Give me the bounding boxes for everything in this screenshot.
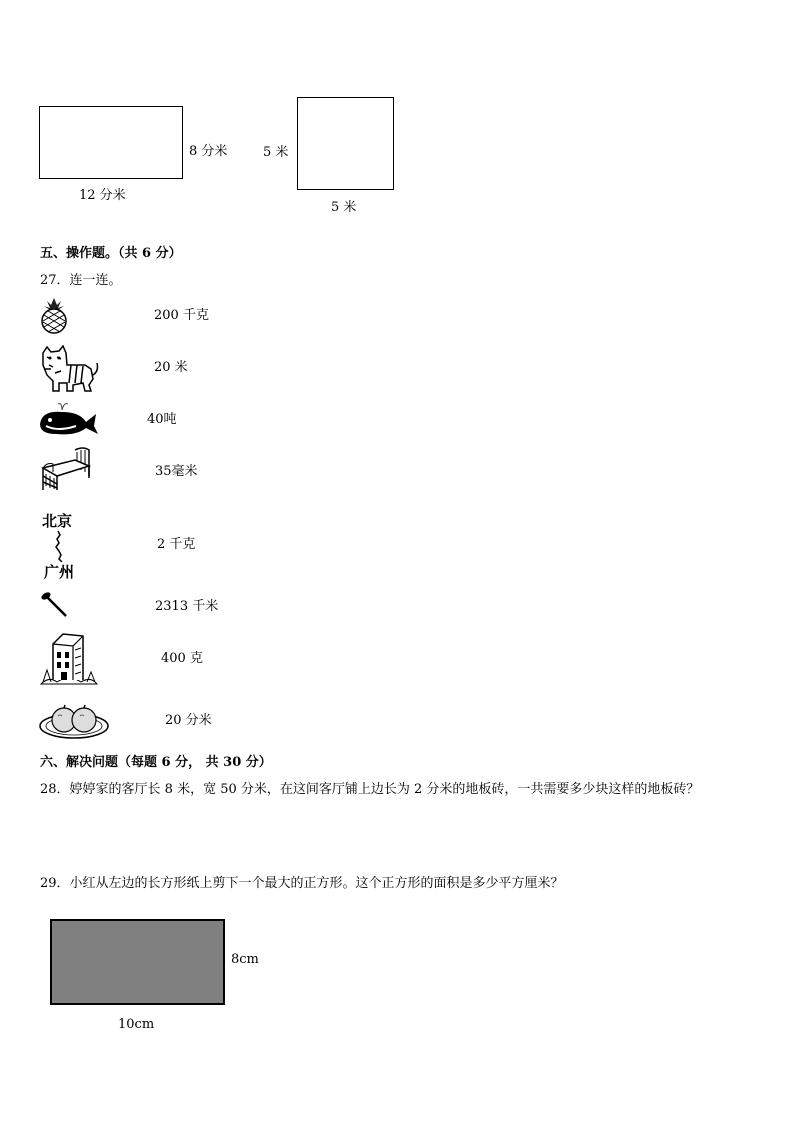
building-icon xyxy=(39,630,99,686)
q27-item-5-value: 2 千克 xyxy=(157,537,196,552)
q27-title: 27．连一连。 xyxy=(40,273,122,288)
rectangle-figure xyxy=(39,106,183,179)
q27-item-3-value: 40吨 xyxy=(147,412,177,427)
square-left-label: 5 米 xyxy=(263,145,289,160)
tiger-icon xyxy=(39,345,101,393)
section6-heading: 六、解决问题（每题 6 分， 共 30 分） xyxy=(40,755,272,770)
q27-item-2-value: 20 米 xyxy=(154,360,188,375)
map-label-guangzhou: 广州 xyxy=(44,563,75,581)
bed-icon xyxy=(39,446,91,492)
q29-rectangle-figure xyxy=(50,919,225,1005)
q27-item-1-value: 200 千克 xyxy=(154,308,209,323)
rect-height-label: 8 分米 xyxy=(189,144,228,159)
whale-icon xyxy=(36,400,100,438)
section5-heading: 五、操作题。（共 6 分） xyxy=(40,246,182,261)
map-label-beijing: 北京 xyxy=(42,512,73,530)
q29-text: 29．小红从左边的长方形纸上剪下一个最大的正方形。这个正方形的面积是多少平方厘米？ xyxy=(40,876,564,891)
q27-item-7-value: 400 克 xyxy=(161,651,203,666)
rect-width-label: 12 分米 xyxy=(79,188,126,203)
orange-plate-icon xyxy=(38,700,110,740)
q27-item-8-value: 20 分米 xyxy=(165,713,212,728)
q29-height-label: 8cm xyxy=(231,952,259,967)
nail-icon xyxy=(40,590,70,620)
square-bottom-label: 5 米 xyxy=(331,200,357,215)
square-figure xyxy=(297,97,394,190)
pineapple-icon xyxy=(38,296,70,334)
q27-item-4-value: 35毫米 xyxy=(155,464,198,479)
q27-item-6-value: 2313 千米 xyxy=(155,599,219,614)
q29-width-label: 10cm xyxy=(118,1017,155,1032)
q28-text: 28．婷婷家的客厅长 8 米，宽 50 分米，在这间客厅铺上边长为 2 分米的地板砖，一共需要多少块这样的地板砖？ xyxy=(40,782,700,797)
beijing-guangzhou-map-icon xyxy=(40,508,82,580)
